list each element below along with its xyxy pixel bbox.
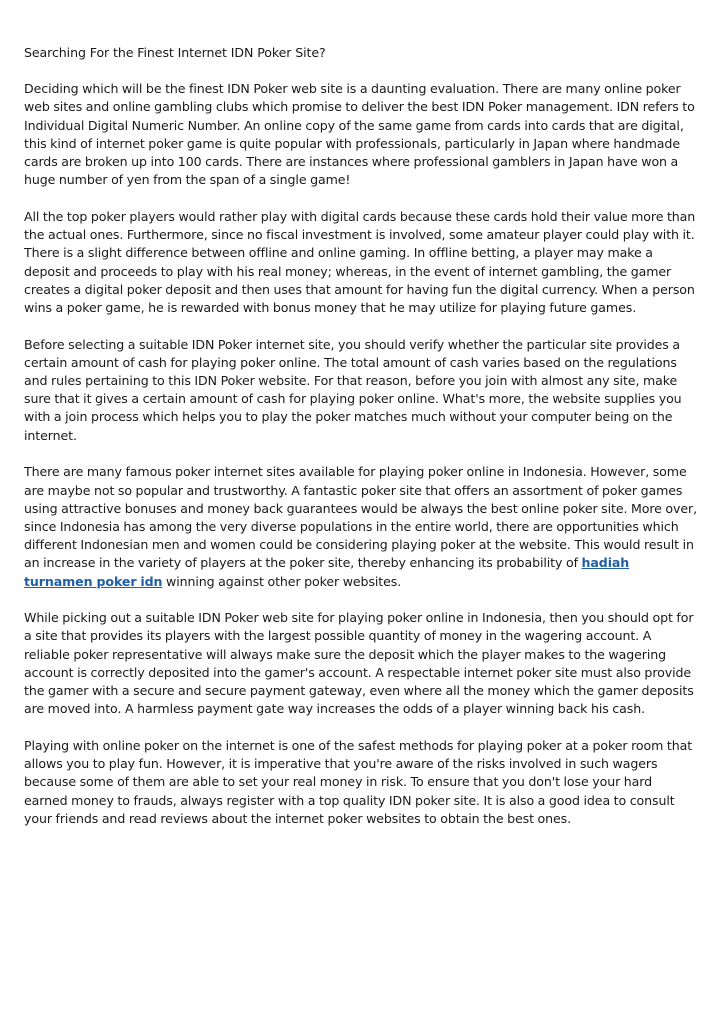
document-title: Searching For the Finest Internet IDN Poker Site?	[24, 45, 326, 60]
document-body	[24, 44, 698, 847]
paragraph-selecting-site: Before selecting a suitable IDN Poker internet site, you should verify whether the particular site provides a certain amount of cash for playing poker online. The total amount of cash varies based on the regulations and rules pertaining to this IDN Poker website. For that reason, before you join with almost any site, make sure that it gives a certain amount of cash for playing poker online. What's more, the website supplies you with a join process which helps you to play the poker matches much without your computer being on the internet.	[24, 336, 682, 443]
paragraph-playing-safely: Playing with online poker on the internet is one of the safest methods for playing poker at a poker room that allows you to play fun. However, it is imperative that you're aware of the risks involved in such wagers because some of them are able to set your real money in risk. To ensure that you don't lose your hard earned money to frauds, always register with a top quality IDN poker site. It is also a good idea to consult your friends and read reviews about the internet poker websites to obtain the best ones.	[24, 738, 693, 826]
paragraph-digital-cards: All the top poker players would rather play with digital cards because these cards hold their value more than the actual ones. Furthermore, since no fiscal investment is involved, some amateur player could play with it. There is a slight difference between offline and online gaming. In offline betting, a player may make a deposit and proceeds to play with his real money; whereas, in the event of internet gambling, the gamer creates a digital poker deposit and then uses that amount for having fun the digital currency. When a person wins a poker game, he is rewarded with bonus money that he may utilize for playing future games.	[24, 208, 696, 315]
paragraph-picking-site: While picking out a suitable IDN Poker web site for playing poker online in Indonesia, then you should opt for a site that provides its players with the largest possible quantity of money in the wagering account. A reliable poker representative will always make sure the deposit which the player makes to the wagering account is correctly deposited into the gamer's account. A respectable internet poker site must also provide the gamer with a secure and secure payment gateway, even where all the money which the gamer deposits are moved into. A harmless payment gate way increases the odds of a player winning back his cash.	[24, 610, 694, 717]
paragraph-intro: Deciding which will be the finest IDN Poker web site is a daunting evaluation. There are many online poker web sites and online gambling clubs which promise to deliver the best IDN Poker management. IDN refers to Individual Digital Numeric Number. An online copy of the same game from cards into cards that are digital, this kind of internet poker game is quite popular with professionals, particularly in Japan where handmade cards are broken up into 100 cards. There are instances where professional gamblers in Japan have won a huge number of yen from the span of a single game!	[24, 81, 695, 188]
hadiah-turnamen-link[interactable]: hadiah turnamen poker idn	[24, 555, 630, 589]
paragraph-indonesia-text-after: winning against other poker websites.	[162, 573, 402, 589]
paragraph-indonesia	[24, 463, 698, 590]
paragraph-indonesia-text-before: There are many famous poker internet sites available for playing poker online in Indonesia. However, some are maybe not so popular and trustworthy. A fantastic poker site that offers an assortment of poker games using attractive bonuses and money back guarantees would be always the best online poker site. More over, since Indonesia has among the very diverse populations in the entire world, there are opportunities which different Indonesian men and women could be considering playing poker at the website. This would result in an increase in the variety of players at the poker site, thereby enhancing its probability of	[24, 464, 698, 571]
